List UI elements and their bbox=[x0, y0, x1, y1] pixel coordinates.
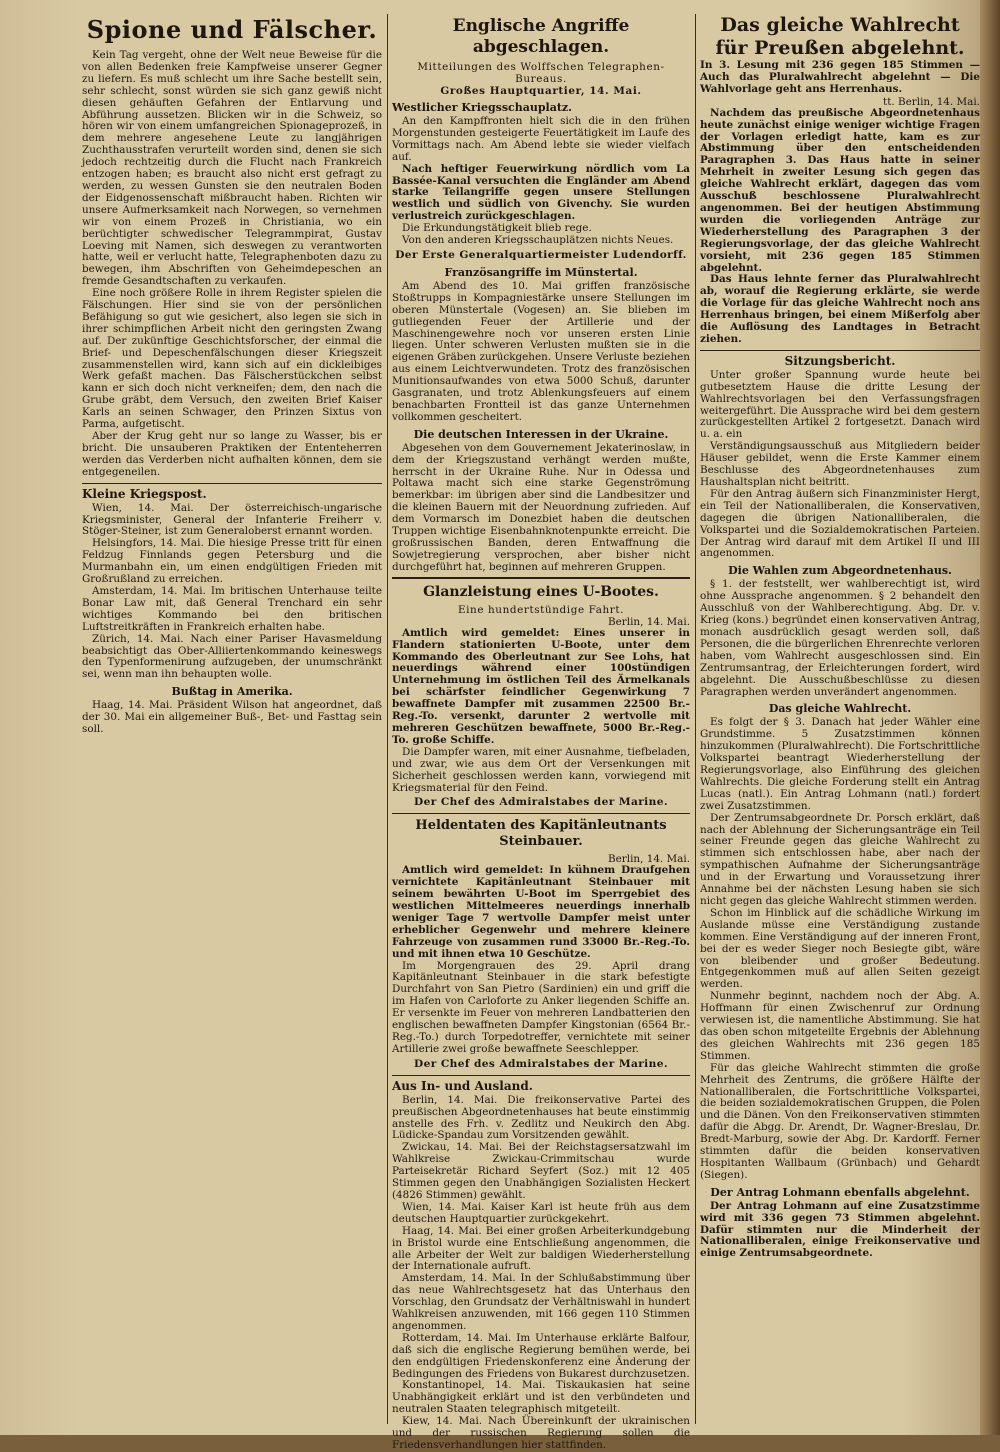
divider bbox=[82, 483, 382, 484]
article-title-englische-angriffe: Englische Angriffe abgeschlagen. bbox=[452, 16, 630, 57]
article-paragraph: Amtlich wird gemeldet: Eines unserer in Flandern stationierten U-Boote, unter dem Kommando des Oberleutnant zur See Lohs, hat neuerdings während einer 100stündigen Unternehmung im östlichen Teil des Ärmelkanals bei schärfster feindlicher Gegenwirkung 7 bewaffnete Dampfer mit zusammen 22500 Br.-Reg.-To. versenkt, darunter 2 wertvolle mit mehreren Geschützen bewaffnete, 5000 Br.-Reg.-To. große Schiffe. bbox=[392, 626, 690, 746]
article-paragraph: Amtlich wird gemeldet: In kühnem Draufgehen vernichtete Kapitänleutnant Steinbauer mit seinem bewährten U-Boot im Sperrgebiet des westlichen Mittelmeeres neuerdings innerhalb weniger Tage 7 wertvolle Dampfer meist unter erheblicher Gegenwehr und mehrere kleinere Fahrzeuge von zusammen rund 33000 Br.-Reg.-To. und mit ihnen etwa 10 Geschütze. bbox=[392, 864, 690, 960]
article-paragraph: Im Morgengrauen des 29. April drang Kapitänleutnant Steinbauer in die stark befestigte Durchfahrt von San Pietro (Sardinien) ein und griff die im Hafen von Carloforte zu Anker liegenden Schiffe an. Er versenkte im Feuer von mehreren Landbatterien den englischen bewaffneten Dampfer Kingstonian (6564 Br.-Reg.-To.) durch Torpedotreffer, vernichtete mit seiner Artillerie zwei große bewaffnete Seeschlepper. bbox=[392, 959, 690, 1055]
article-paragraph: Nach heftiger Feuerwirkung nördlich vom La Bassée-Kanal versuchten die Engländer am Abend starke Teilangriffe gegen unsere Stellungen westlich und südlich von Givenchy. Sie wurden verlustreich zurückgeschlagen. bbox=[392, 162, 690, 223]
article-paragraph: Die Dampfer waren, mit einer Ausnahme, tiefbeladen, und zwar, wie aus dem Ort der Versenkungen mit Sicherheit geschlossen werden kann, vorwiegend mit Kriegsmaterial für den Feind. bbox=[392, 745, 690, 794]
article-paragraph: Abgesehen von dem Gouvernement Jekaterinoslaw, in dem der Kriegszustand verhängt werden mußte, herrscht in der Ukraine Ruhe. Nur in Odessa und Poltawa macht sich eine starke Gegenströmung bemerkbar: im übrigen aber sind die Landbesitzer und die kleinen Bauern mit der Neuordnung zufrieden. Auf dem Vormarsch im Donezbiet haben die deutschen Truppen wichtige Eisenbahnknotenpunkte erreicht. Die großrussischen Banden, deren Entwaffnung die Sowjetregierung versprochen, aber bisher nicht durchgeführt hat, beginnen auf mehreren Gruppen. bbox=[392, 441, 690, 573]
news-item: Amsterdam, 14. Mai. Im britischen Unterhause teilte Bonar Law mit, daß General Trenchard ein sehr wichtiges Kommando bei den britischen Luftstreitkräften in Frankreich erhalten habe. bbox=[82, 584, 382, 633]
article-title-wahlrecht-line1: Das gleiche Wahlrecht bbox=[720, 14, 960, 36]
column-left bbox=[82, 14, 382, 1424]
article-title-spione: Spione und Fälscher. bbox=[86, 15, 378, 44]
news-item: Wien, 14. Mai. Kaiser Karl ist heute früh aus dem deutschen Hauptquartier zurückgekehrt. bbox=[392, 1200, 690, 1225]
article-paragraph: An den Kampffronten hielt sich die in den frühen Morgenstunden gesteigerte Feuertätigkeit im Laufe des Vormittags nach. Am Abend lebte sie wieder vielfach auf. bbox=[392, 115, 690, 163]
article-paragraph: Es folgt der § 3. Danach hat jeder Wähler eine Grundstimme. 5 Zusatzstimmen können hinzukommen (Pluralwahlrecht). Die Fortschrittliche Volkspartei beantragt Wiederherstellung der Regierungsvorlage, also Einführung des gleichen Wahlrechts. Die gleiche Forderung stellt ein Antrag Lucas (natl.). Ein Antrag Lohmann (natl.) fordert zwei Zusatzstimmen. bbox=[700, 716, 980, 812]
news-item: Amsterdam, 14. Mai. In der Schlußabstimmung über das neue Wahlrechtsgesetz hat das Unterhaus den Vorschlag, den Grundsatz der Verhältniswahl in hundert Wahlkreisen anzuwenden, mit 166 gegen 110 Stimmen angenommen. bbox=[392, 1272, 690, 1332]
article-paragraph: Aber der Krug geht nur so lange zu Wasser, bis er bricht. Die unsauberen Praktiken der Ententeherren werden das Verderben nicht aufhalten können, dem sie entgegeneilen. bbox=[82, 430, 382, 478]
dateline: Großes Hauptquartier, 14. Mai. bbox=[440, 85, 642, 97]
article-subtitle: Mitteilungen des Wolffschen Telegraphen-Bureaus. bbox=[417, 61, 665, 85]
article-paragraph: Nunmehr beginnt, nachdem noch der Abg. A. Hoffmann für einen Zwischenruf zur Ordnung verwiesen ist, die namentliche Abstimmung. Sie hat das oben schon mitgeteilte Ergebnis der Ablehnung des gleichen Wahlrechts mit 236 gegen 185 Stimmen. bbox=[700, 990, 980, 1062]
section-heading: Die deutschen Interessen in der Ukraine. bbox=[413, 427, 669, 441]
column-right bbox=[700, 14, 980, 1424]
column-middle bbox=[392, 14, 690, 1451]
divider bbox=[392, 813, 690, 814]
section-heading: Das gleiche Wahlrecht. bbox=[768, 702, 912, 716]
column-divider bbox=[387, 14, 388, 1424]
article-paragraph: Kein Tag vergeht, ohne der Welt neue Beweise für die von allen Bedenken freie Kampfweise unserer Gegner zu liefern. Es muß schlecht um ihre Sache bestellt sein, sehr schlecht, sonst würden sie sich ganz gewiß nicht diesen gehäuften Gefahren der Entlarvung und Abführung aussetzen. Blicken wir in die Schweiz, so hören wir von einem umfangreichen Spionageprozeß, in dem mehrere angesehene Leute zu langjährigen Zuchthausstrafen verurteilt worden sind, denen sie sich jedoch rechtzeitig durch die Flucht nach Frankreich entzogen haben; es braucht also nicht erst gefragt zu werden, zu wessen Gunsten sie den neutralen Boden der Eidgenossenschaft mißbraucht haben. Richten wir unsere Aufmerksamkeit nach Norwegen, so vernehmen wir von einem Prozeß in Christiania, wo ein berüchtigter schwedischer Telegrammpirat, Gustav Loeving mit Namen, sich deswegen zu verantworten hatte, weil er verlucht hatte, Telegraphenboten dazu zu bewegen, ihm Abschriften von Geheimdepeschen an fremde Gesandtschaften zu verkaufen. bbox=[82, 49, 382, 288]
article-paragraph: Das Haus lehnte ferner das Pluralwahlrecht ab, worauf die Regierung erklärte, sie werde die Vorlage für das gleiche Wahlrecht noch ans Herrenhaus bringen, bei einem Mißerfolg aber die Auflösung des Landtages in Betracht ziehen. bbox=[700, 273, 980, 345]
article-paragraph: Von den anderen Kriegsschauplätzen nichts Neues. bbox=[402, 234, 674, 247]
news-item: Kiew, 14. Mai. Nach Übereinkunft der ukrainischen und der russischen Regierung sollen die Friedensverhandlungen hier stattfinden. bbox=[392, 1415, 690, 1451]
news-item: Rotterdam, 14. Mai. Im Unterhause erklärte Balfour, daß sich die englische Regierung bemühen werde, bei den endgültigen Friedenskonferenz eine Änderung der Bedingungen des Friedens von Bukarest durchzusetzen. bbox=[392, 1331, 690, 1380]
news-item: Haag, 14. Mai. Bei einer großen Arbeiterkundgebung in Bristol wurde eine Entschließung angenommen, die alle Arbeiter der Welt zur baldigen Wiederherstellung der Internationale aufruft. bbox=[392, 1224, 690, 1273]
news-item: Helsingfors, 14. Mai. Die hiesige Presse tritt für einen Feldzug Finnlands gegen Petersburg und die Murmanbahn ein, um einen endgültigen Frieden mit Großrußland zu erreichen. bbox=[82, 537, 382, 586]
article-paragraph: Am Abend des 10. Mai griffen französische Stoßtrupps in Kompagniestärke unsere Stellungen im oberen Münstertale (Vogesen) an. Sie blieben im gutliegenden Feuer der Artillerie und der Maschinengewehre noch vor unseren ersten Linie liegen. Unter schweren Verlusten mußten sie in die eigenen Gräben zurückgehen. Unsere Verluste beziehen aus einem Leichtverwundeten. Trotz des französischen Munitionsaufwandes von etwa 5000 Schuß, darunter Gasgranaten, und trotz Ablenkungsfeuers auf einem benachbarten Frontteil ist das ganze Unternehmen vollkommen gescheitert. bbox=[392, 279, 690, 423]
dateline: Berlin, 14. Mai. bbox=[608, 615, 690, 628]
section-heading-busstag: Bußtag in Amerika. bbox=[171, 685, 293, 699]
column-divider bbox=[695, 14, 696, 1424]
section-heading: Der Antrag Lohmann ebenfalls abgelehnt. bbox=[710, 1185, 970, 1199]
signature: Der Chef des Admiralstabes der Marine. bbox=[414, 1057, 668, 1070]
news-item: Berlin, 14. Mai. Die freikonservative Partei des preußischen Abgeordnetenhauses hat beute einstimmig anstelle des Frh. v. Zedlitz und Neukirch den Abg. Lüdicke-Spandau zum Vorsitzenden gewählt. bbox=[392, 1093, 690, 1142]
binding-edge bbox=[980, 0, 1000, 1435]
article-paragraph: Der Zentrumsabgeordnete Dr. Porsch erklärt, daß nach der Ablehnung der Sicherungsanträge ein Teil seiner Freunde gegen das gleiche Wahlrecht zu stimmen sich entschlossen habe, aber nach der sympathischen Aufnahme der Sicherungsanträge und in der Erwartung und Voraussetzung ihrer Annahme bei der nächsten Lesung haben sie sich nicht gegen das gleiche Wahlrecht stimmen werden. bbox=[700, 811, 980, 907]
article-paragraph: Die Erkundungstätigkeit blieb rege. bbox=[402, 222, 592, 235]
article-lead: In 3. Lesung mit 236 gegen 185 Stimmen — Auch das Pluralwahlrecht abgelehnt — Die Wahlvorlage geht ans Herrenhaus. bbox=[700, 59, 980, 95]
section-heading-kleine-kriegspost: Kleine Kriegspost. bbox=[82, 486, 207, 501]
article-title-steinbauer: Heldentaten des Kapitänleutnants Steinbauer. bbox=[415, 818, 667, 850]
divider bbox=[700, 350, 980, 351]
article-paragraph: § 1. der feststellt, wer wahlberechtigt ist, wird ohne Aussprache angenommen. § 2 behandelt den Ausschluß von der Wahlberechtigung. Abg. Dr. v. Krieg (kons.) begründet einen konservativen Antrag, monach ausdrücklich gesagt werden soll, daß Personen, die die bürgerlichen Ehrenrechte verloren haben, vom Wahlrecht ausgeschlossen sind. Ein Zentrumsantrag, der Erleichterungen fordert, wird abgelehnt. Die Ausschußbeschlüsse zu diesen Paragraphen werden unverändert angenommen. bbox=[700, 578, 980, 698]
section-heading: Westlicher Kriegsschauplatz. bbox=[392, 101, 572, 114]
divider bbox=[392, 1075, 690, 1076]
news-item: Haag, 14. Mai. Präsident Wilson hat angeordnet, daß der 30. Mai ein allgemeiner Buß-, Bet- und Fasttag sein soll. bbox=[82, 699, 382, 736]
section-heading: Die Wahlen zum Abgeordnetenhaus. bbox=[728, 564, 952, 578]
signature: Der Erste Generalquartiermeister Ludendorff. bbox=[395, 248, 687, 261]
article-paragraph: Unter großer Spannung wurde heute bei gutbesetztem Hause die dritte Lesung der Wahlrechtsvorlagen bei den Verfassungsfragen weitergeführt. Die Aussprache wird bei dem gestern zurückgestellten Artikel 2 fortgesetzt. Danach wird u. a. ein bbox=[700, 368, 980, 441]
article-paragraph: Für das gleiche Wahlrecht stimmten die große Mehrheit des Zentrums, die größere Hälfte der Nationalliberalen, die Fortschrittliche Volkspartei, die beiden sozialdemokratischen Gruppen, die Polen und die Dänen. Von den Freikonservativen stimmten dafür die Abgg. Dr. Arendt, Dr. Wagner-Breslau, Dr. Bredt-Marburg, sowie der Abg. Dr. Kardorff. Ferner stimmten dafür die beiden konservativen Hospitanten Wallbaum (Grünbach) und Gehardt (Siegen). bbox=[700, 1061, 980, 1181]
article-paragraph: Der Antrag Lohmann auf eine Zusatzstimme wird mit 336 gegen 73 Stimmen abgelehnt. Dafür stimmten nur die Minderheit der Nationalliberalen, einige Freikonservative und einige Zentrumsabgeordnete. bbox=[700, 1199, 980, 1260]
article-paragraph: Für den Antrag äußern sich Finanzminister Hergt, ein Teil der Nationalliberalen, die Konservativen, dagegen die übrigen Nationalliberalen, die Volkspartei und die Sozialdemokratischen Parteien. Der Antrag wird darauf mit dem Artikel II und III angenommen. bbox=[700, 487, 980, 560]
news-item: Zwickau, 14. Mai. Bei der Reichstagsersatzwahl im Wahlkreise Zwickau-Crimmitschau wurde Parteisekretär Richard Seyfert (Soz.) mit 12 405 Stimmen gegen den Unabhängigen Sozialisten Heckert (4826 Stimmen) gewählt. bbox=[392, 1141, 690, 1201]
article-paragraph: Verständigungsausschuß aus Mitgliedern beider Häuser gebildet, wenn die Erste Kammer einem Beschlusse des Abgeordnetenhauses zum Haushaltsplan nicht beitritt. bbox=[700, 440, 980, 488]
divider bbox=[392, 577, 690, 579]
article-title-wahlrecht-line2: für Preußen abgelehnt. bbox=[715, 37, 965, 59]
dateline: tt. Berlin, 14. Mai. bbox=[883, 95, 980, 108]
article-subtitle: Eine hundertstündige Fahrt. bbox=[457, 603, 625, 616]
article-paragraph: Schon im Hinblick auf die schädliche Wirkung im Auslande müsse eine Verständigung zustande kommen. Eine Verständigung auf der inneren Front, bei der es weder Sieger noch Besiegte gibt, wäre von bleibender und großer Bedeutung. Entgegenkommen muß auf allen Seiten gezeigt werden. bbox=[700, 906, 980, 991]
section-heading-sitzungsbericht: Sitzungsbericht. bbox=[784, 353, 896, 368]
signature: Der Chef des Admiralstabes der Marine. bbox=[414, 796, 668, 809]
news-item: Zürich, 14. Mai. Nach einer Pariser Havasmeldung beabsichtigt das Ober-Alliiertenkommando keineswegs den Typenformenirung aufzugeben, der unumschränkt sei, wenn man ihn behaupten wolle. bbox=[82, 632, 382, 681]
section-heading-aus-in-und-ausland: Aus In- und Ausland. bbox=[392, 1078, 533, 1093]
news-item: Wien, 14. Mai. Der österreichisch-ungarische Kriegsminister, General der Infanterie Freiherr v. Stöger-Steiner, ist zum Generaloberst ernannt worden. bbox=[82, 501, 382, 538]
article-paragraph: Nachdem das preußische Abgeordnetenhaus heute zunächst einige weniger wichtige Fragen der Vorlagen erledigt hatte, kam es zur Abstimmung über den entscheidenden Paragraphen 3. Das Haus hatte in seiner Mehrheit in zweiter Lesung sich gegen das gleiche Wahlrecht erklärt, dagegen das vom Ausschuß beschlossene Pluralwahlrecht angenommen. Bei der heutigen Abstimmung wurden die vorliegenden Anträge zur Wiederherstellung des Paragraphen 3 der Regierungsvorlage, der das gleiche Wahlrecht vorsieht, mit 236 gegen 185 Stimmen abgelehnt. bbox=[700, 106, 980, 274]
dateline: Berlin, 14. Mai. bbox=[608, 853, 690, 866]
article-title-glanzleistung: Glanzleistung eines U-Bootes. bbox=[423, 583, 659, 600]
article-paragraph: Eine noch größere Rolle in ihrem Register spielen die Fälschungen. Hier sind sie von der persönlichen Befähigung so gut wie gesichert, also legen sie sich in ihrer schimpflichen Arbeit nicht den geringsten Zwang auf. Der zukünftige Geschichtsforscher, der einmal die Brief- und Depeschenfälschungen dieser Kriegszeit zusammenstellen wird, kann sich auf ein dickleibiges Werk gefaßt machen. Das Fälscherstückchen selbst kann er sich doch nicht verkneifen; dem, den nach die Grube gräbt, dem Versuch, den zweiten Brief Kaiser Karls an seinen Schwager, den Prinzen Sixtus von Parma, aufgetischt. bbox=[82, 287, 382, 431]
section-heading: Französangriffe im Münstertal. bbox=[444, 265, 638, 279]
news-item: Konstantinopel, 14. Mai. Tiskaukasien hat seine Unabhängigkeit erklärt und ist den verbündeten und neutralen Staaten telegraphisch mitgeteilt. bbox=[392, 1379, 690, 1416]
